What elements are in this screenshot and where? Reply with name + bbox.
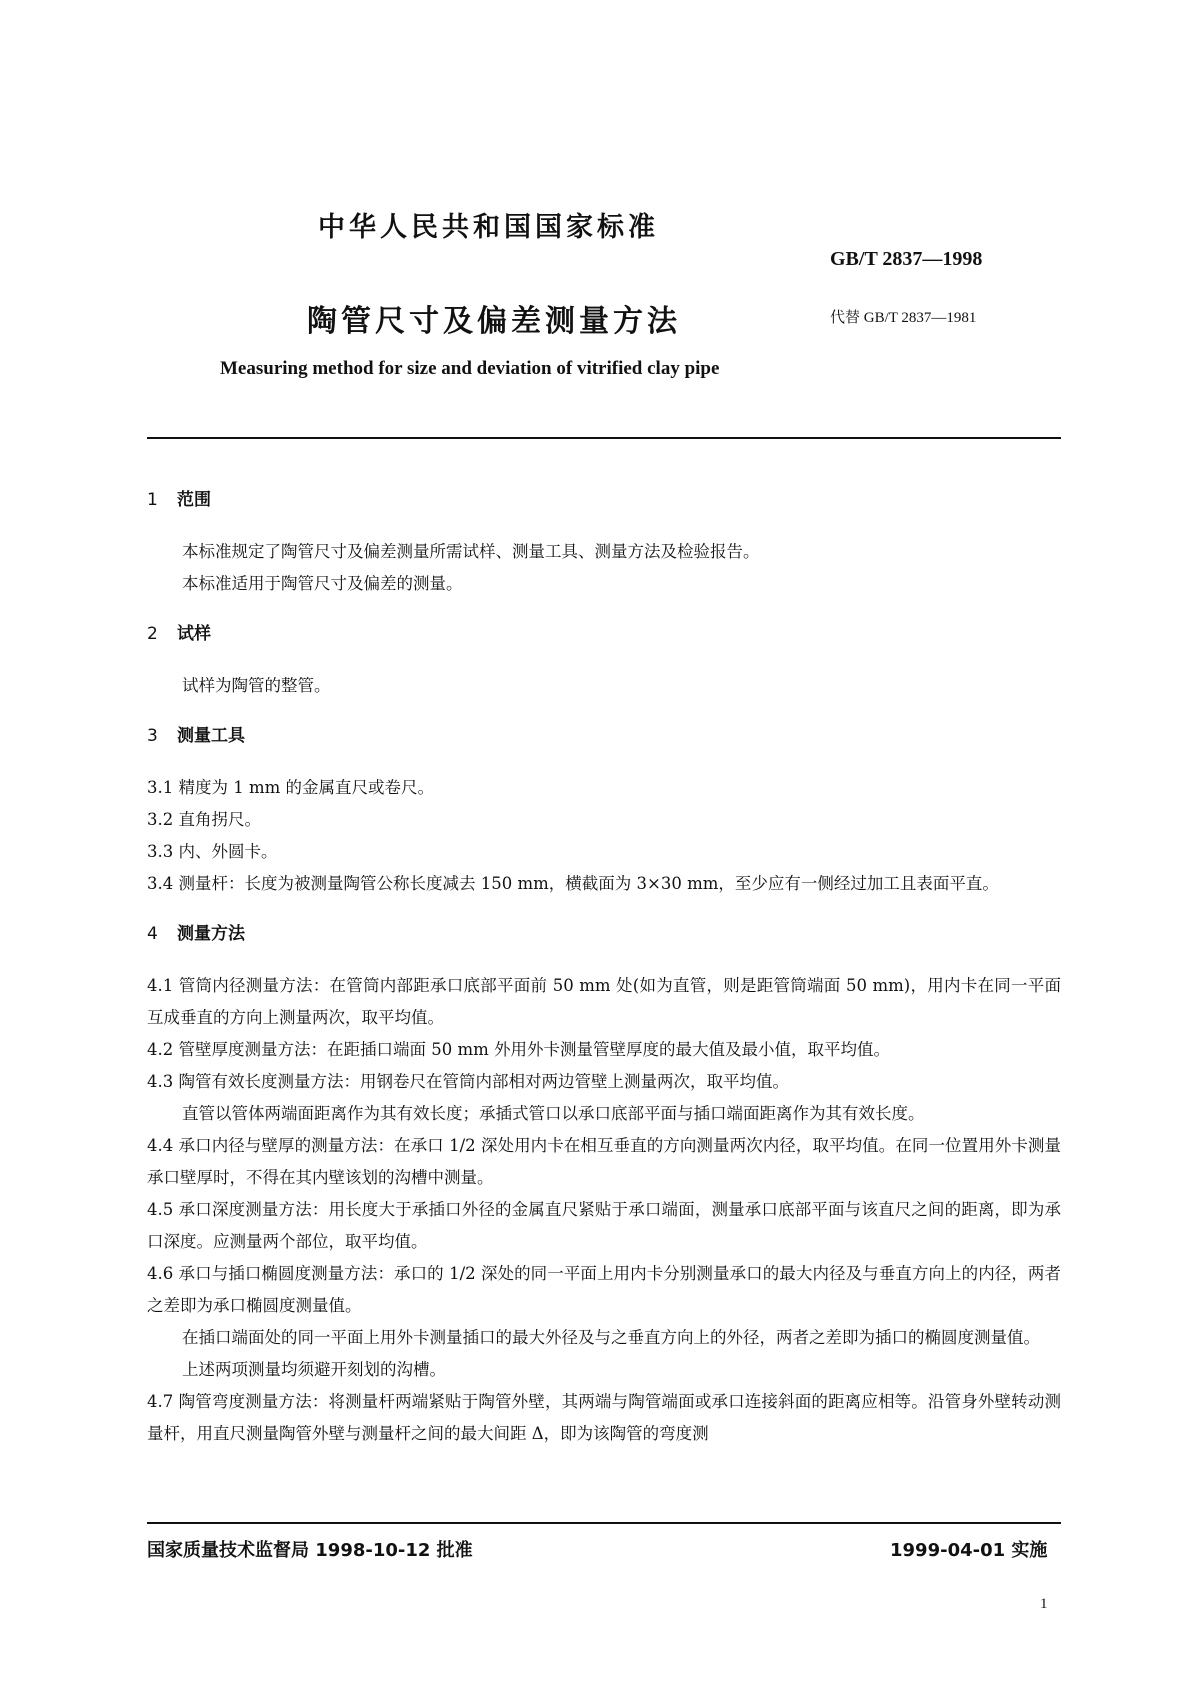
list-item: 4.2 管壁厚度测量方法：在距插口端面 50 mm 外用外卡测量管壁厚度的最大值及最小值，取平均值。 [147, 1040, 891, 1059]
section-heading-sample [147, 620, 1061, 648]
footer-divider [147, 1522, 1061, 1524]
list-item: 3.2 直角拐尺。 [147, 810, 261, 829]
section-title: 测量工具 [177, 726, 245, 746]
list-item: 4.1 管筒内径测量方法：在管筒内部距承口底部平面前 50 mm 处(如为直管，则是距管筒端面 50 mm)，用内卡在同一平面互成垂直的方向上测量两次，取平均值。 [147, 976, 1061, 1027]
section-number: 3 [147, 726, 158, 746]
standard-title: 中华人民共和国国家标准 [318, 212, 659, 243]
header-divider [147, 437, 1061, 439]
section-heading-tools [147, 722, 1061, 750]
section-number: 4 [147, 924, 158, 944]
list-item: 3.4 测量杆：长度为被测量陶管公称长度减去 150 mm，横截面为 3×30 mm，至少应有一侧经过加工且表面平直。 [147, 874, 999, 893]
paragraph: 本标准适用于陶管尺寸及偏差的测量。 [182, 574, 463, 593]
list-item: 3.3 内、外圆卡。 [147, 842, 278, 861]
paragraph: 本标准规定了陶管尺寸及偏差测量所需试样、测量工具、测量方法及检验报告。 [182, 542, 760, 561]
paragraph: 在插口端面处的同一平面上用外卡测量插口的最大外径及与之垂直方向上的外径，两者之差即为插口的椭圆度测量值。 [182, 1328, 1040, 1347]
section-title: 测量方法 [177, 924, 245, 944]
section-number: 2 [147, 624, 158, 644]
section-number: 1 [147, 490, 158, 510]
paragraph: 上述两项测量均须避开刻划的沟槽。 [182, 1360, 446, 1379]
standard-code: GB/T 2837—1998 [830, 248, 983, 270]
approval-date: 国家质量技术监督局 1998-10-12 批准 [147, 1540, 473, 1561]
list-item: 4.5 承口深度测量方法：用长度大于承插口外径的金属直尺紧贴于承口端面，测量承口底部平面与该直尺之间的距离，即为承口深度。应测量两个部位，取平均值。 [147, 1200, 1061, 1251]
section-heading-methods [147, 920, 1061, 948]
replaces-note: 代替 GB/T 2837—1981 [830, 310, 977, 326]
paragraph: 试样为陶管的整管。 [182, 676, 331, 695]
effective-date: 1999-04-01 实施 [890, 1540, 1048, 1561]
page-number: 1 [1040, 1596, 1048, 1612]
english-title: Measuring method for size and deviation of vitrified clay pipe [220, 358, 720, 379]
list-item: 3.1 精度为 1 mm 的金属直尺或卷尺。 [147, 778, 435, 797]
list-item: 4.6 承口与插口椭圆度测量方法：承口的 1/2 深处的同一平面上用内卡分别测量承口的最大内径及与垂直方向上的内径，两者之差即为承口椭圆度测量值。 [147, 1264, 1061, 1315]
section-title: 范围 [177, 490, 211, 510]
section-heading-scope [147, 486, 1061, 514]
section-title: 试样 [177, 624, 211, 644]
paragraph: 直管以管体两端面距离作为其有效长度；承插式管口以承口底部平面与插口端面距离作为其有效长度。 [182, 1104, 925, 1123]
list-item: 4.4 承口内径与壁厚的测量方法：在承口 1/2 深处用内卡在相互垂直的方向测量两次内径，取平均值。在同一位置用外卡测量承口壁厚时，不得在其内壁该划的沟槽中测量。 [147, 1136, 1061, 1187]
list-item: 4.3 陶管有效长度测量方法：用钢卷尺在管筒内部相对两边管壁上测量两次，取平均值。 [147, 1072, 789, 1091]
document-title: 陶管尺寸及偏差测量方法 [307, 304, 681, 339]
document-body [147, 486, 1061, 1450]
list-item: 4.7 陶管弯度测量方法：将测量杆两端紧贴于陶管外壁，其两端与陶管端面或承口连接斜面的距离应相等。沿管身外壁转动测量杆，用直尺测量陶管外壁与测量杆之间的最大间距 Δ，即为该陶管的弯度测 [147, 1392, 1061, 1443]
